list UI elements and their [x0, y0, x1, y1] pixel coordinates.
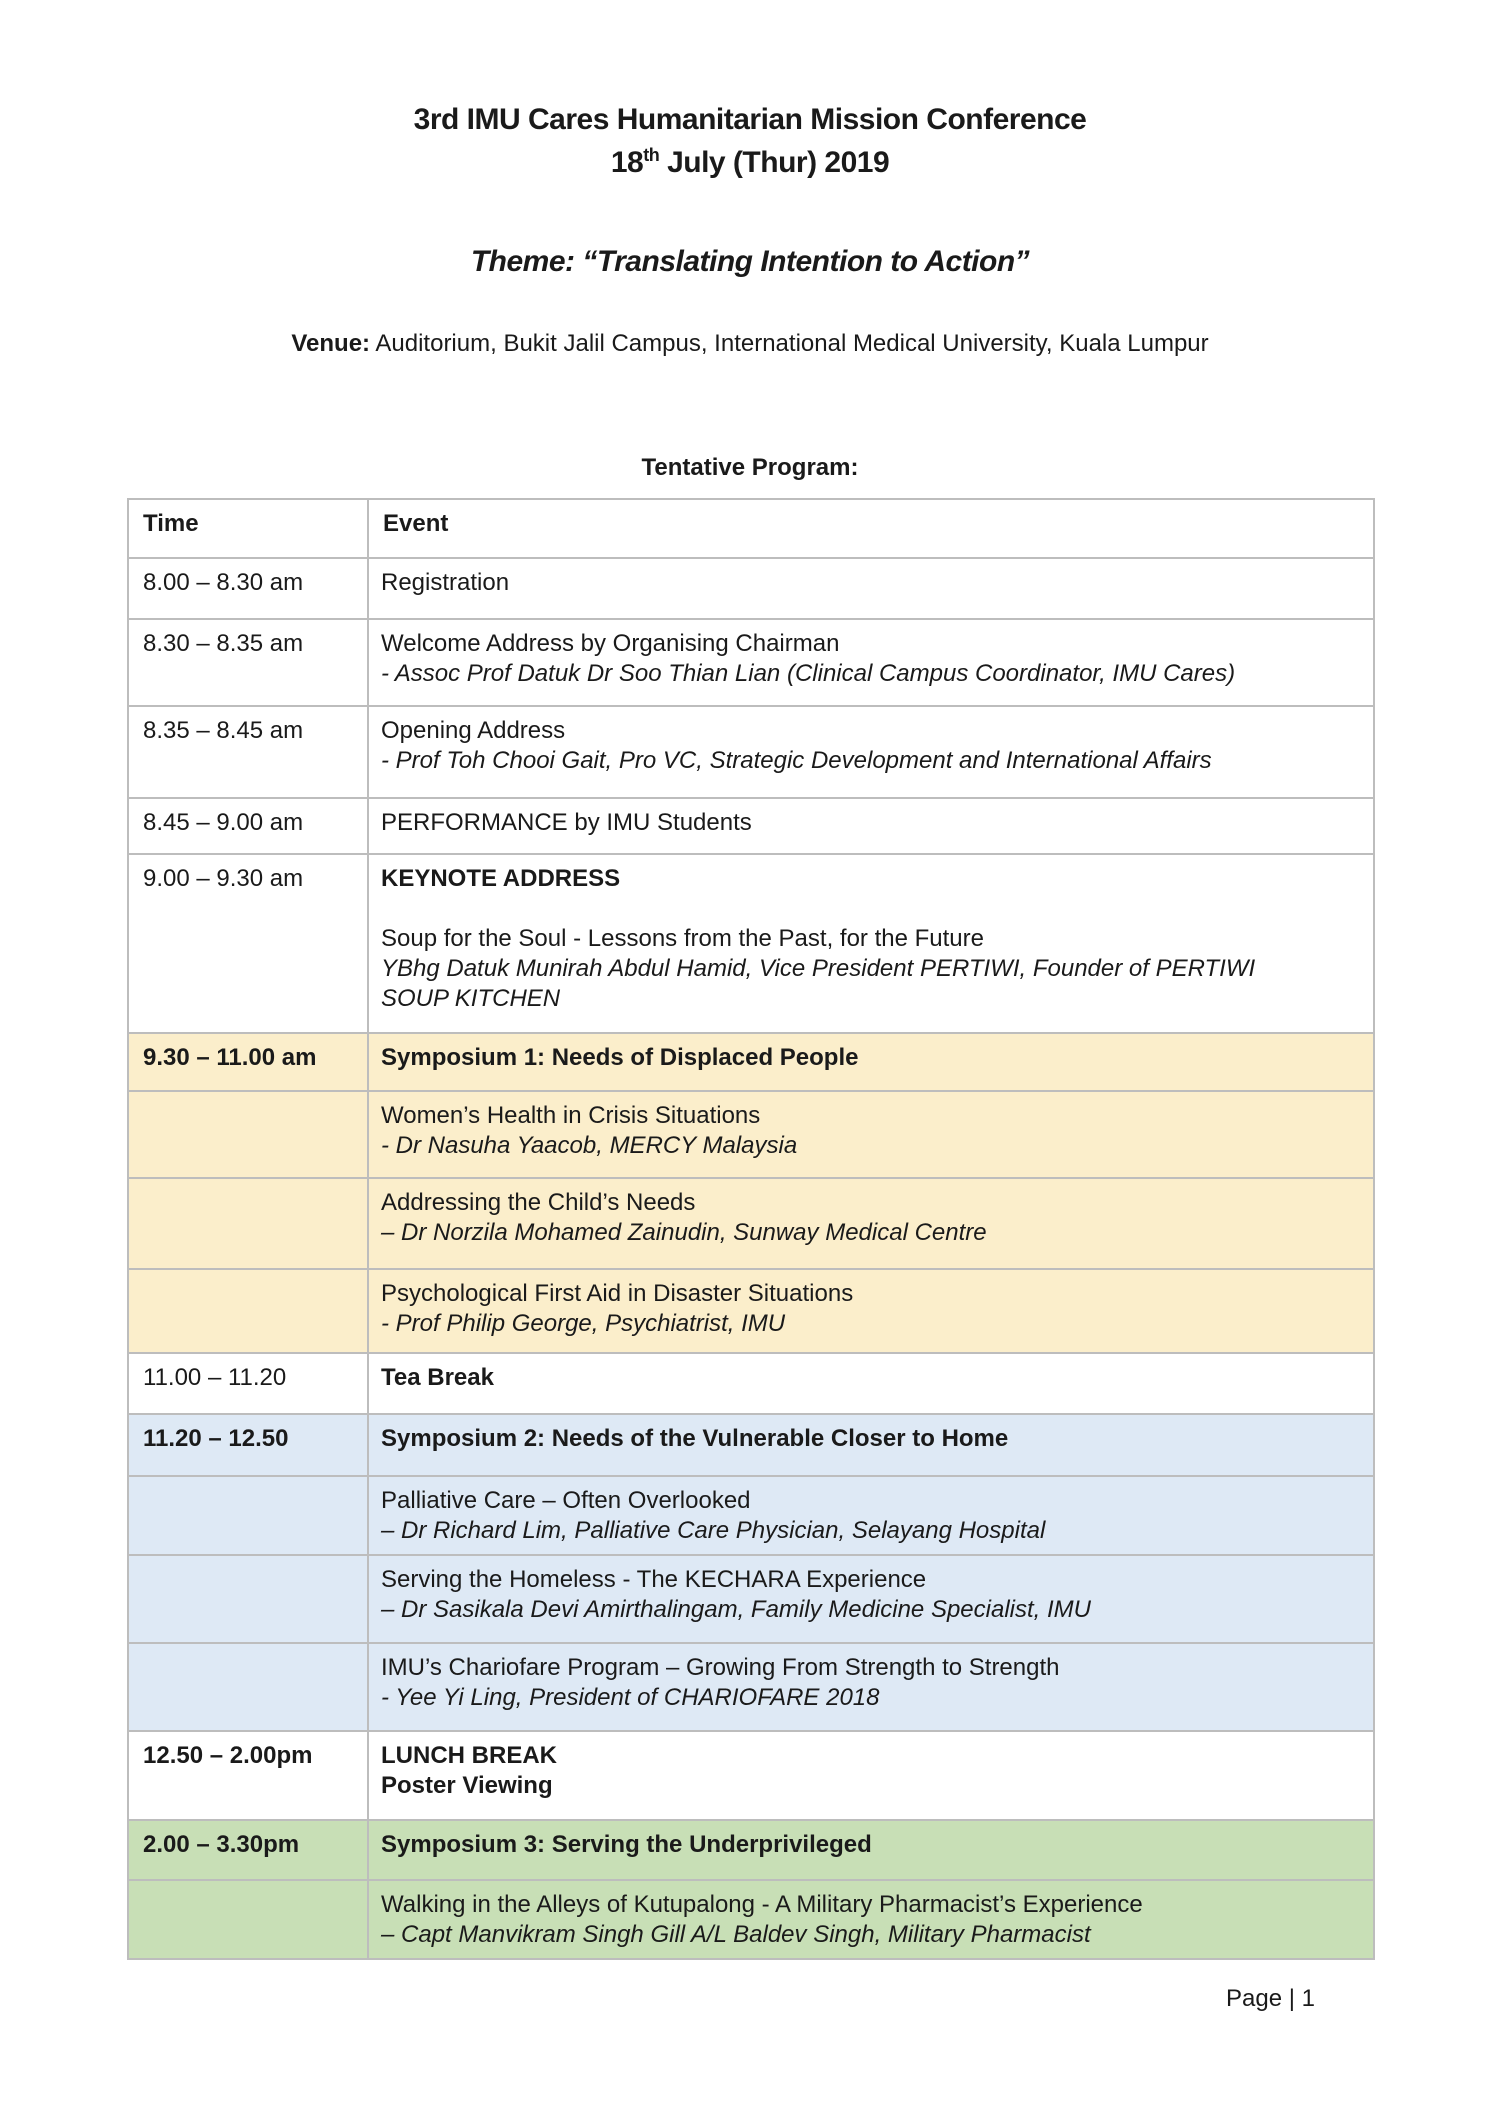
event-line: Serving the Homeless - The KECHARA Experience	[381, 1566, 927, 1593]
table-row	[128, 1033, 1374, 1091]
date-number: 18	[610, 146, 644, 179]
table-row	[128, 706, 1374, 798]
event-line: Tea Break	[381, 1364, 494, 1391]
event-cell	[368, 1269, 1374, 1353]
event-cell	[368, 1643, 1374, 1731]
time-cell: 8.00 – 8.30 am	[128, 558, 368, 619]
table-row	[128, 854, 1374, 1033]
table-row	[128, 1414, 1374, 1476]
event-line: SOUP KITCHEN	[381, 985, 561, 1012]
column-header-event: Event	[368, 499, 1374, 558]
event-line: Women’s Health in Crisis Situations	[381, 1102, 761, 1129]
time-cell: 9.30 – 11.00 am	[128, 1033, 368, 1091]
table-head	[128, 499, 1374, 558]
time-cell	[128, 1880, 368, 1959]
event-cell	[368, 1820, 1374, 1880]
header-row	[128, 499, 1374, 558]
event-cell	[368, 1880, 1374, 1959]
date-ordinal: th	[643, 145, 660, 165]
event-cell	[368, 1353, 1374, 1414]
time-cell: 12.50 – 2.00pm	[128, 1731, 368, 1820]
event-cell	[368, 1555, 1374, 1643]
event-line: Poster Viewing	[381, 1772, 553, 1799]
time-cell: 11.20 – 12.50	[128, 1414, 368, 1476]
event-cell	[368, 1178, 1374, 1269]
time-cell	[128, 1091, 368, 1178]
table-row	[128, 619, 1374, 706]
venue-text: Auditorium, Bukit Jalil Campus, International Medical University, Kuala Lumpur	[370, 330, 1209, 357]
event-line: Addressing the Child’s Needs	[381, 1189, 696, 1216]
event-cell	[368, 706, 1374, 798]
event-line: - Assoc Prof Datuk Dr Soo Thian Lian (Clinical Campus Coordinator, IMU Cares)	[381, 660, 1236, 687]
table-row	[128, 1091, 1374, 1178]
page-title: 3rd IMU Cares Humanitarian Mission Conference	[413, 103, 1087, 136]
event-line	[381, 894, 1357, 924]
event-line: – Dr Norzila Mohamed Zainudin, Sunway Medical Centre	[381, 1219, 987, 1246]
table-row	[128, 1880, 1374, 1959]
event-line: Registration	[381, 569, 510, 596]
program-heading: Tentative Program:	[641, 454, 859, 481]
time-cell: 11.00 – 11.20	[128, 1353, 368, 1414]
time-cell: 8.35 – 8.45 am	[128, 706, 368, 798]
event-line: - Prof Toh Chooi Gait, Pro VC, Strategic Development and International Affairs	[381, 747, 1212, 774]
event-line: Symposium 2: Needs of the Vulnerable Closer to Home	[381, 1425, 1009, 1452]
event-line: Psychological First Aid in Disaster Situations	[381, 1280, 854, 1307]
event-line: Soup for the Soul - Lessons from the Past, for the Future	[381, 925, 984, 952]
venue-line	[127, 327, 1373, 361]
event-line: Symposium 1: Needs of Displaced People	[381, 1044, 859, 1071]
event-line: KEYNOTE ADDRESS	[381, 865, 621, 892]
event-cell	[368, 798, 1374, 854]
time-cell	[128, 1178, 368, 1269]
table-body	[128, 558, 1374, 1959]
event-line: – Dr Richard Lim, Palliative Care Physician, Selayang Hospital	[381, 1517, 1046, 1544]
date-rest: July (Thur) 2019	[659, 146, 890, 179]
table-row	[128, 1353, 1374, 1414]
time-cell	[128, 1269, 368, 1353]
event-line: - Yee Yi Ling, President of CHARIOFARE 2018	[381, 1684, 880, 1711]
event-line: Opening Address	[381, 717, 566, 744]
venue-label: Venue:	[291, 330, 371, 357]
table-row	[128, 1476, 1374, 1555]
event-line: - Prof Philip George, Psychiatrist, IMU	[381, 1310, 786, 1337]
event-line: Walking in the Alleys of Kutupalong - A Military Pharmacist’s Experience	[381, 1891, 1143, 1918]
time-cell	[128, 1643, 368, 1731]
title-block	[127, 98, 1373, 184]
event-cell	[368, 619, 1374, 706]
time-cell: 9.00 – 9.30 am	[128, 854, 368, 1033]
event-cell	[368, 1414, 1374, 1476]
event-cell	[368, 1091, 1374, 1178]
program-table	[127, 498, 1375, 1960]
event-cell	[368, 558, 1374, 619]
event-cell	[368, 1033, 1374, 1091]
event-cell	[368, 1731, 1374, 1820]
table-row	[128, 1178, 1374, 1269]
time-cell: 8.45 – 9.00 am	[128, 798, 368, 854]
event-line: - Dr Nasuha Yaacob, MERCY Malaysia	[381, 1132, 798, 1159]
time-cell: 2.00 – 3.30pm	[128, 1820, 368, 1880]
theme-line: Theme: “Translating Intention to Action”	[470, 245, 1030, 278]
page-date	[127, 141, 1373, 184]
event-line: PERFORMANCE by IMU Students	[381, 809, 752, 836]
time-cell: 8.30 – 8.35 am	[128, 619, 368, 706]
event-line: YBhg Datuk Munirah Abdul Hamid, Vice President PERTIWI, Founder of PERTIWI	[381, 955, 1256, 982]
time-cell	[128, 1476, 368, 1555]
table-row	[128, 798, 1374, 854]
table-row	[128, 558, 1374, 619]
event-cell	[368, 1476, 1374, 1555]
table-row	[128, 1269, 1374, 1353]
column-header-time: Time	[128, 499, 368, 558]
event-line: Palliative Care – Often Overlooked	[381, 1487, 751, 1514]
table-row	[128, 1731, 1374, 1820]
table-row	[128, 1643, 1374, 1731]
table-row	[128, 1555, 1374, 1643]
event-line: – Capt Manvikram Singh Gill A/L Baldev Singh, Military Pharmacist	[381, 1921, 1091, 1948]
event-line: Symposium 3: Serving the Underprivileged	[381, 1831, 872, 1858]
time-cell	[128, 1555, 368, 1643]
page-number: Page | 1	[1226, 1985, 1315, 2012]
table-row	[128, 1820, 1374, 1880]
event-line: – Dr Sasikala Devi Amirthalingam, Family Medicine Specialist, IMU	[381, 1596, 1091, 1623]
event-line: Welcome Address by Organising Chairman	[381, 630, 840, 657]
event-cell	[368, 854, 1374, 1033]
event-line: IMU’s Chariofare Program – Growing From Strength to Strength	[381, 1654, 1060, 1681]
event-line: LUNCH BREAK	[381, 1742, 557, 1769]
